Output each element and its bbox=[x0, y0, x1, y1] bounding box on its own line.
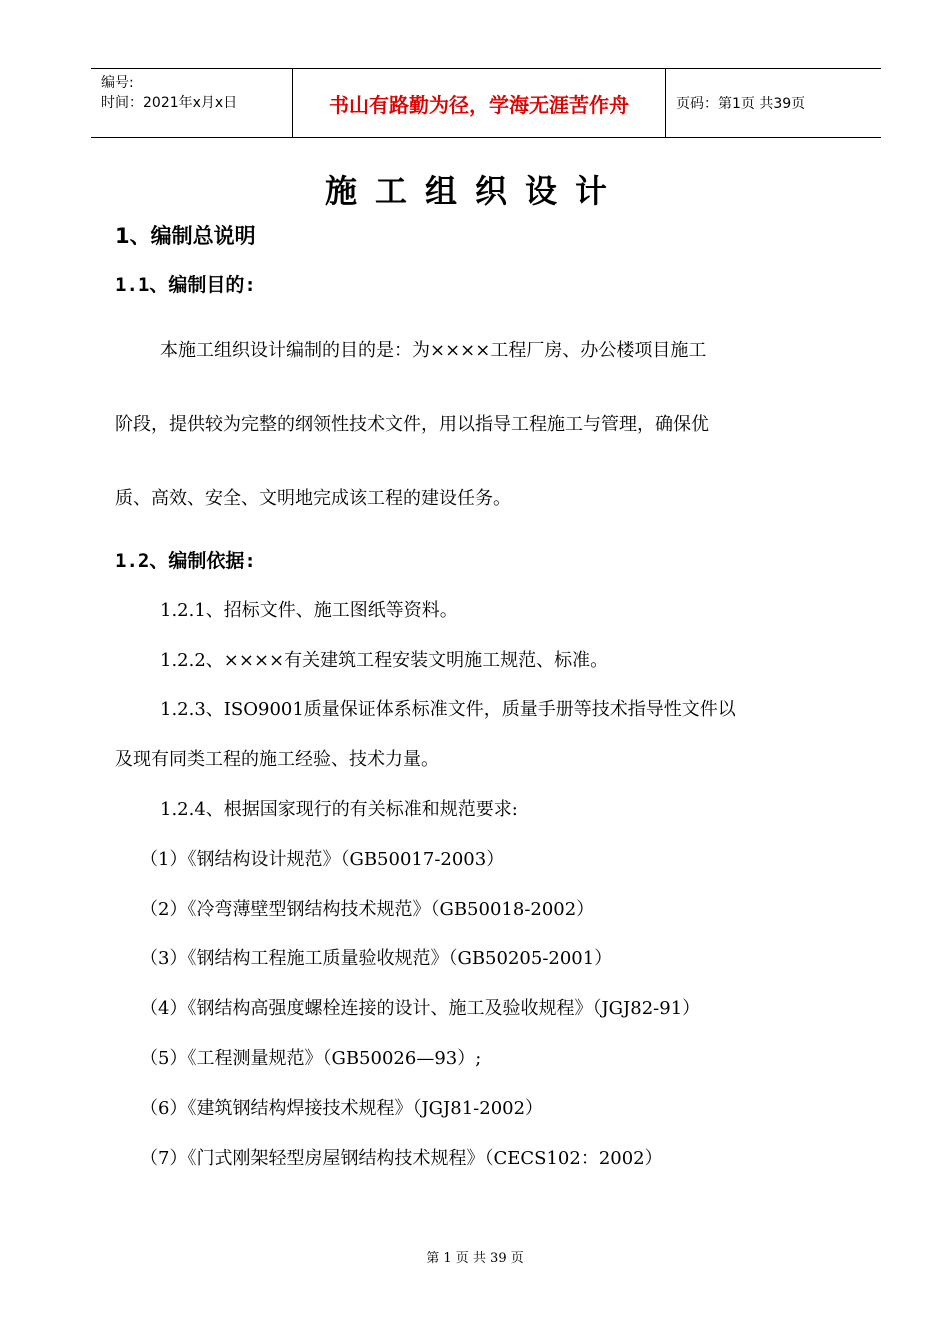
standard-item: （2）《冷弯薄壁型钢结构技术规范》（GB50018-2002） bbox=[140, 899, 595, 920]
header-page-label: 页码：第1页 共39页 bbox=[676, 96, 806, 112]
standard-item: （4）《钢结构高强度螺栓连接的设计、施工及验收规程》（JGJ82-91） bbox=[140, 998, 701, 1019]
basis-line: 1.2.1、招标文件、施工图纸等资料。 bbox=[160, 600, 458, 621]
purpose-line: 本施工组织设计编制的目的是：为××××工程厂房、办公楼项目施工 bbox=[160, 340, 707, 361]
standard-item: （7）《门式刚架轻型房屋钢结构技术规程》（CECS102：2002） bbox=[140, 1148, 663, 1169]
header-meta bbox=[91, 69, 293, 137]
page-header bbox=[91, 68, 881, 138]
standard-item: （3）《钢结构工程施工质量验收规范》（GB50205-2001） bbox=[140, 948, 613, 969]
page-footer: 第 1 页 共 39 页 bbox=[426, 1251, 524, 1266]
header-motto: 书山有路勤为径，学海无涯苦作舟 bbox=[293, 69, 666, 137]
basis-line: 1.2.4、根据国家现行的有关标准和规范要求: bbox=[160, 799, 518, 820]
number-label: 编号: bbox=[101, 75, 134, 91]
basis-line: 1.2.2、××××有关建筑工程安装文明施工规范、标准。 bbox=[160, 650, 609, 671]
basis-line: 1.2.3、ISO9001质量保证体系标准文件，质量手册等技术指导性文件以 bbox=[160, 699, 736, 720]
section-heading: 1、编制总说明 bbox=[115, 224, 256, 248]
subsection-heading-purpose: 1.1、编制目的: bbox=[115, 274, 256, 296]
time-label: 时间：2021年x月x日 bbox=[101, 95, 238, 111]
purpose-line: 阶段，提供较为完整的纲领性技术文件，用以指导工程施工与管理，确保优 bbox=[115, 414, 709, 435]
subsection-heading-basis: 1.2、编制依据: bbox=[115, 550, 256, 572]
standard-item: （5）《工程测量规范》（GB50026—93）; bbox=[140, 1048, 482, 1069]
basis-line: 及现有同类工程的施工经验、技术力量。 bbox=[115, 749, 439, 770]
purpose-line: 质、高效、安全、文明地完成该工程的建设任务。 bbox=[115, 488, 511, 509]
standard-item: （6）《建筑钢结构焊接技术规程》（JGJ81-2002） bbox=[140, 1098, 544, 1119]
document-title: 施工组织设计 bbox=[324, 172, 625, 210]
standard-item: （1）《钢结构设计规范》（GB50017-2003） bbox=[140, 849, 505, 870]
